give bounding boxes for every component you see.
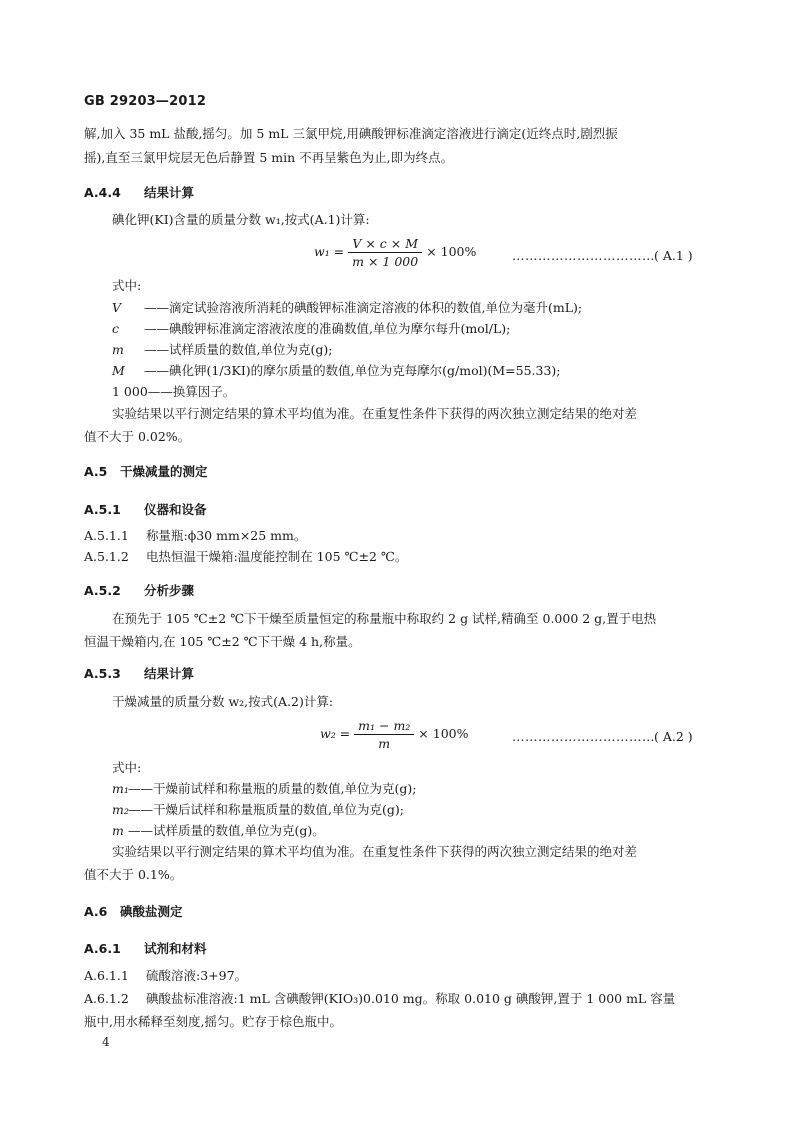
formula-denominator: m [378,736,391,751]
formula-a1 [314,236,476,269]
formula-leader-dots: …………………………… [512,248,655,263]
factor-symbol: 1 000 [112,384,148,399]
var-row [112,298,582,318]
page-number: 4 [102,1035,110,1049]
var-desc: ——干燥后试样和称量瓶质量的数值,单位为克(g); [128,802,404,817]
where-label: 式中: [112,278,142,293]
formula-a2 [320,718,468,751]
formula-fraction [354,718,414,751]
section-a61-heading [84,939,207,957]
formula-fraction [348,236,422,269]
section-title: 干燥减量的测定 [120,464,208,479]
var-desc: ——试样质量的数值,单位为克(g)。 [128,823,325,838]
section-number: A.6.1 [84,941,121,956]
formula-label: ( A.1 ) [654,248,693,263]
cont-line-1: 解,加入 35 mL 盐酸,摇匀。加 5 mL 三氯甲烷,用碘酸钾标准滴定溶液进行滴定(近终点时,剧烈振 [84,126,618,141]
formula-lhs: w₂ = [320,726,351,741]
a44-intro: 碘化钾(KI)含量的质量分数 w₁,按式(A.1)计算: [112,212,370,227]
formula-numerator: V × c × M [348,236,422,253]
item-a612 [84,989,675,1009]
item-number: A.5.1.2 [84,549,129,564]
var-desc: ——滴定试验溶液所消耗的碘酸钾标准滴定溶液的体积的数值,单位为毫升(mL); [144,300,583,315]
section-title: 仪器和设备 [144,502,207,517]
item-a512 [84,547,407,567]
item-number: A.6.1.1 [84,968,129,983]
a44-result-line-1: 实验结果以平行测定结果的算术平均值为准。在重复性条件下获得的两次独立测定结果的绝对差 [112,406,638,421]
formula-denominator: m × 1 000 [352,254,419,269]
a612-line-2: 瓶中,用水稀释至刻度,摇匀。贮存于棕色瓶中。 [84,1014,342,1029]
section-a53-heading [84,664,194,682]
a53-result-line-2: 值不大于 0.1%。 [84,867,183,882]
var-symbol: m [112,823,124,838]
var-desc: ——碘酸钾标准滴定溶液浓度的准确数值,单位为摩尔每升(mol/L); [144,321,511,336]
section-a51-heading [84,500,207,518]
item-text: 硫酸溶液:3+97。 [146,968,248,983]
var-desc: ——干燥前试样和称量瓶的质量的数值,单位为克(g); [128,781,417,796]
formula-rhs: × 100% [418,726,469,741]
section-number: A.5.2 [84,583,121,598]
var-row [112,800,404,820]
section-number: A.4.4 [84,185,121,200]
formula-numerator: m₁ − m₂ [354,718,414,735]
var-row [112,340,332,360]
formula-leader-dots: …………………………… [512,729,655,744]
var-desc: ——试样质量的数值,单位为克(g); [144,342,333,357]
item-text: 称量瓶:ϕ30 mm×25 mm。 [146,528,307,543]
factor-row [112,382,235,402]
a44-result-line-2: 值不大于 0.02%。 [84,429,191,444]
section-a52-heading [84,581,194,599]
section-a44-heading [84,183,194,201]
var-row [112,361,561,381]
section-a6-heading [84,902,183,920]
section-number: A.5 [84,464,108,479]
var-symbol: V [112,300,122,315]
section-a5-heading [84,462,208,480]
item-a511 [84,526,306,546]
var-row [112,319,510,339]
formula-label: ( A.2 ) [654,729,693,744]
section-number: A.6 [84,904,108,919]
var-row [112,779,416,799]
var-symbol: m [112,342,124,357]
a52-line-2: 恒温干燥箱内,在 105 ℃±2 ℃下干燥 4 h,称量。 [84,634,361,649]
section-title: 分析步骤 [144,583,195,598]
section-title: 试剂和材料 [144,941,207,956]
standard-code-header: GB 29203—2012 [84,94,207,109]
section-title: 碘酸盐测定 [120,904,183,919]
factor-desc: ——换算因子。 [147,384,236,399]
var-symbol: m₁ [112,781,129,796]
section-title: 结果计算 [144,666,195,681]
formula-rhs: × 100% [426,244,477,259]
where-label: 式中: [112,760,142,775]
a53-result-line-1: 实验结果以平行测定结果的算术平均值为准。在重复性条件下获得的两次独立测定结果的绝对差 [112,844,638,859]
formula-lhs: w₁ = [314,244,345,259]
a52-line-1: 在预先于 105 ℃±2 ℃下干燥至质量恒定的称量瓶中称取约 2 g 试样,精确至 0.000 2 g,置于电热 [112,611,657,626]
section-number: A.5.3 [84,666,121,681]
item-number: A.6.1.2 [84,991,129,1006]
var-symbol: c [112,321,120,336]
var-row [112,821,325,841]
item-a611 [84,966,247,986]
a53-intro: 干燥减量的质量分数 w₂,按式(A.2)计算: [112,694,334,709]
var-symbol: M [112,363,125,378]
item-text: 电热恒温干燥箱:温度能控制在 105 ℃±2 ℃。 [146,549,408,564]
item-number: A.5.1.1 [84,528,129,543]
var-desc: ——碘化钾(1/3KI)的摩尔质量的数值,单位为克每摩尔(g/mol)(M=55.33); [144,363,561,378]
item-text: 碘酸盐标准溶液:1 mL 含碘酸钾(KIO₃)0.010 mg。称取 0.010 g 碘酸钾,置于 1 000 mL 容量 [146,991,676,1006]
section-title: 结果计算 [144,185,195,200]
var-symbol: m₂ [112,802,129,817]
section-number: A.5.1 [84,502,121,517]
cont-line-2: 摇),直至三氯甲烷层无色后静置 5 min 不再呈紫色为止,即为终点。 [84,150,454,165]
